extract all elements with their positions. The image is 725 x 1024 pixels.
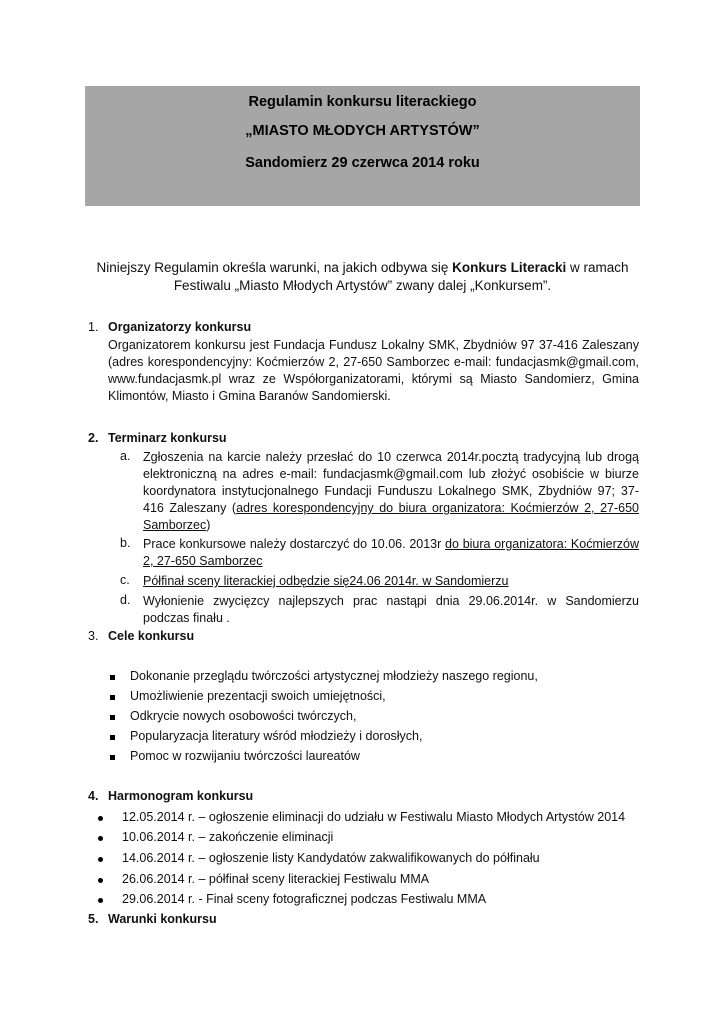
item-a-marker: a. — [120, 449, 131, 463]
item-b-address-link: do biura organizatora: Koćmierzów 2, 27-650 Samborzec — [143, 537, 640, 568]
item-c-body: Półfinał sceny literackiej odbędzie się24.06 2014r. w Sandomierzu — [143, 574, 509, 588]
item-d-marker: d. — [120, 593, 131, 607]
schedule-text: 26.06.2014 r. – półfinał sceny literackiej Festiwalu MMA — [122, 872, 430, 886]
title-line-1: Regulamin konkursu literackiego — [248, 94, 477, 110]
item-a-end: ) — [206, 518, 211, 532]
section-5-title: Warunki konkursu — [108, 912, 217, 926]
round-bullet-icon — [98, 878, 103, 883]
square-bullet-icon — [110, 715, 115, 720]
round-bullet-icon — [98, 816, 103, 821]
item-d-text: Wyłonienie zwycięzcy najlepszych prac nastąpi dnia 29.06.2014r. w Sandomierzu podczas finału . — [143, 594, 639, 625]
goal-text: Pomoc w rozwijaniu twórczości laureatów — [130, 749, 360, 763]
section-2-title: Terminarz konkursu — [108, 431, 227, 445]
schedule-text: 14.06.2014 r. – ogłoszenie listy Kandydatów zakwalifikowanych do półfinału — [122, 851, 540, 865]
title-line-3: Sandomierz 29 czerwca 2014 roku — [245, 155, 480, 171]
item-a-body: Zgłoszenia na karcie należy przesłać do 10 czerwca 2014r.pocztą tradycyjną lub drogą elektroniczną na adres e-mail: fundacjasmk@gmail.com lub złożyć osobiście w biurze koordynatora instytucjonalnego Fundacji Funduszu Lokalnego SMK, Zbydniów 97; 37-416 Zaleszany ( — [143, 450, 639, 515]
round-bullet-icon — [98, 836, 103, 841]
intro-text-1: Niniejszy Regulamin określa warunki, na jakich odbywa się — [96, 260, 453, 275]
item-a-text — [143, 449, 639, 534]
schedule-text: 10.06.2014 r. – zakończenie eliminacji — [122, 830, 334, 844]
square-bullet-icon — [110, 675, 115, 680]
goal-text: Odkrycie nowych osobowości twórczych, — [130, 709, 357, 723]
square-bullet-icon — [110, 695, 115, 700]
goal-text: Dokonanie przeglądu twórczości artystycznej młodzieży naszego regionu, — [130, 669, 538, 683]
schedule-text: 12.05.2014 r. – ogłoszenie eliminacji do udziału w Festiwalu Miasto Młodych Artystów 2014 — [122, 810, 626, 824]
intro-paragraph — [85, 259, 640, 295]
goal-text: Umożliwienie prezentacji swoich umiejętności, — [130, 689, 386, 703]
section-3-number: 3. — [88, 629, 99, 643]
item-b-text — [143, 536, 639, 570]
item-b-marker: b. — [120, 536, 131, 550]
round-bullet-icon — [98, 857, 103, 862]
item-c-text — [143, 573, 639, 590]
section-3-title: Cele konkursu — [108, 629, 195, 643]
schedule-text: 29.06.2014 r. - Finał sceny fotograficznej podczas Festiwalu MMA — [122, 892, 487, 906]
section-1-text: Organizatorem konkursu jest Fundacja Fundusz Lokalny SMK, Zbydniów 97 37-416 Zaleszany (adres korespondencyjny: Koćmierzów 2, 27-650 Samborzec e-mail: fundacjasmk@gmail.com, www.fundacjasmk.pl wraz ze Współorganizatorami, którymi są Miasto Sandomierz, Gmina Klimontów, Miasto i Gmina Baranów Sandomierski. — [108, 338, 639, 403]
round-bullet-icon — [98, 898, 103, 903]
square-bullet-icon — [110, 735, 115, 740]
section-1-title: Organizatorzy konkursu — [108, 320, 252, 334]
item-c-marker: c. — [120, 573, 130, 587]
item-b-body: Prace konkursowe należy dostarczyć do 10.06. 2013r — [143, 537, 446, 551]
title-banner — [85, 86, 640, 206]
square-bullet-icon — [110, 755, 115, 760]
intro-text-3: Festiwalu „Miasto Młodych Artystów” zwany dalej „Konkursem”. — [173, 278, 552, 293]
goal-text: Popularyzacja literatury wśród młodzieży i dorosłych, — [130, 729, 423, 743]
section-1-number: 1. — [88, 320, 99, 334]
title-line-2: „MIASTO MŁODYCH ARTYSTÓW” — [245, 123, 480, 139]
section-2-number: 2. — [88, 431, 99, 445]
section-4-title: Harmonogram konkursu — [108, 789, 254, 803]
intro-text-2: w ramach — [566, 260, 629, 275]
intro-bold: Konkurs Literacki — [452, 260, 567, 275]
section-5-number: 5. — [88, 912, 99, 926]
item-a-address-link: adres korespondencyjny do biura organizatora: Koćmierzów 2, 27-650 Samborzec — [143, 501, 639, 532]
section-4-number: 4. — [88, 789, 99, 803]
